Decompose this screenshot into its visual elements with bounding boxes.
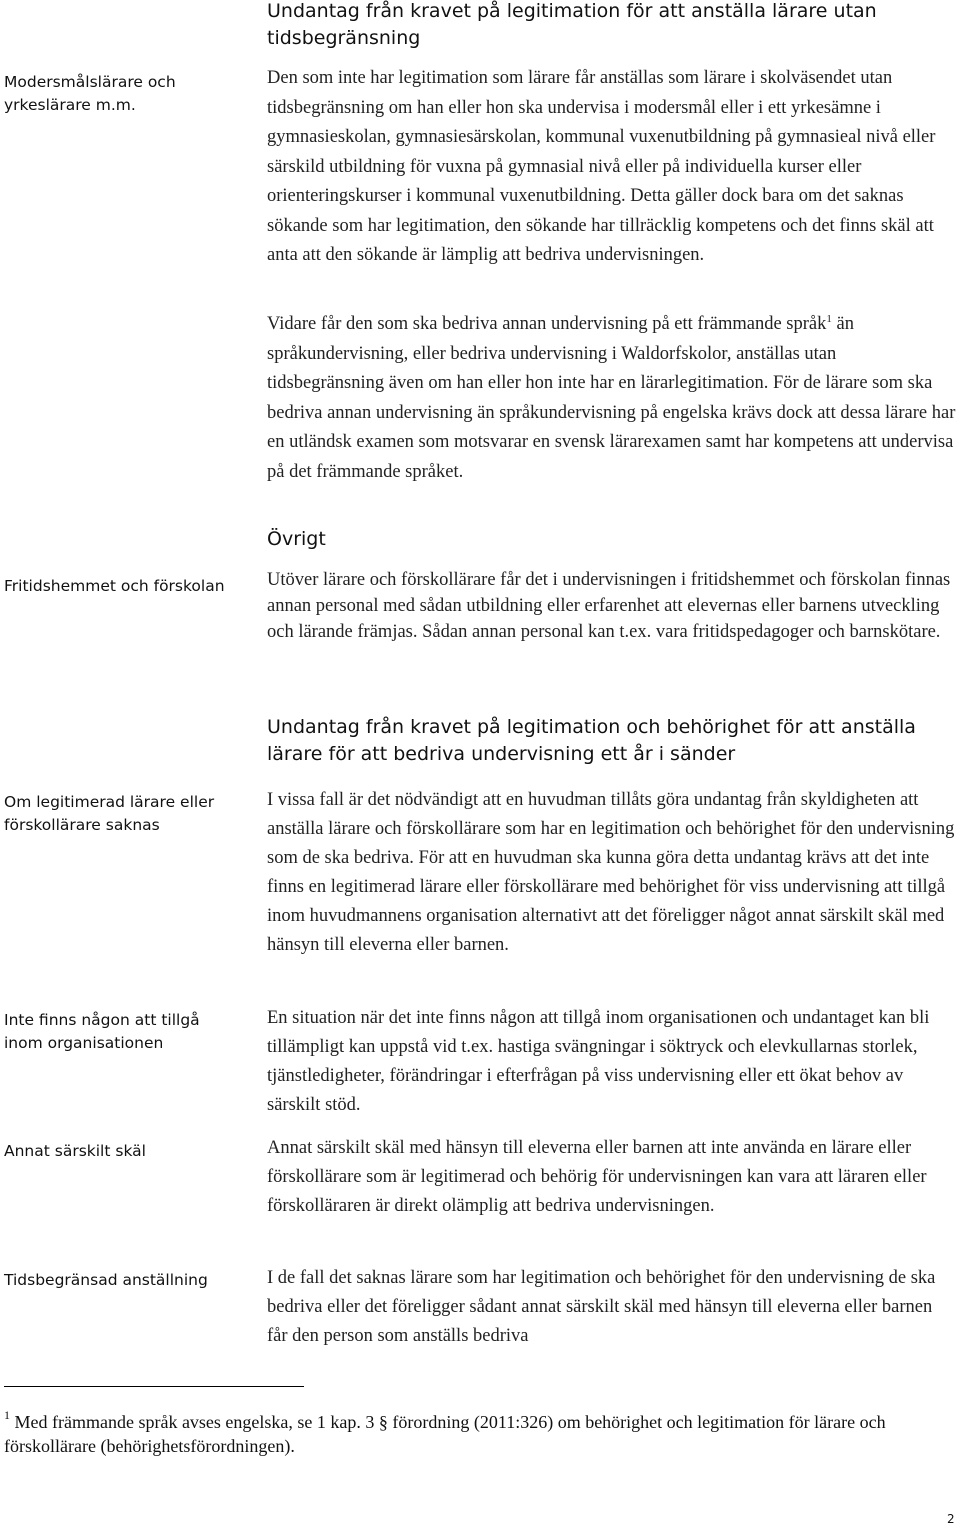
margin-label-fritidshemmet: Fritidshemmet och förskolan — [4, 577, 225, 595]
margin-label-tidsbegransad: Tidsbegränsad anställning — [4, 1271, 208, 1289]
paragraph-modersmal: Den som inte har legitimation som lärare får anställas som lärare i skolväsendet utan tidsbegränsning om han eller hon ska undervisa i modersmål eller i ett yrkesämne i gymnasieskolan, gymnasiesärskolan, kommunal vuxenutbildning på gymnasieal nivå eller särskild utbildning för vuxna på gymnasial nivå eller på individuella kurser eller orienteringskurser i kommunal vuxenutbildning. Detta gäller dock bara om det saknas sökande som har legitimation, den sökande har tillräcklig kompetens och det finns skäl att anta att den sökande är lämplig att bedriva undervisningen. — [267, 68, 936, 265]
paragraph-fritidshemmet: Utöver lärare och förskollärare får det i undervisningen i fritidshemmet och förskolan finnas annan personal med sådan utbildning eller erfarenhet att elevernas eller barnens utveckling och lärande främjas. Sådan annan personal kan t.ex. vara fritidspedagoger och barnskötare. — [267, 570, 951, 642]
margin-label-modersmal: Modersmålslärare och yrkeslärare m.m. — [4, 73, 176, 114]
section-heading-ovrigt: Övrigt — [267, 528, 326, 550]
paragraph-tidsbegransad: I de fall det saknas lärare som har legitimation och behörighet för den undervisning de ska bedriva eller det föreligger sådant annat särskilt skäl med hänsyn till eleverna eller barnen får den person som anställs bedriva — [267, 1268, 936, 1346]
footnote — [4, 1410, 954, 1458]
margin-label-inom-organisationen: Inte finns någon att tillgå inom organisationen — [4, 1011, 200, 1052]
paragraph-annat-skal: Annat särskilt skäl med hänsyn till eleverna eller barnen att inte använda en lärare eller förskollärare som är legitimerad och behörig för undervisningen kan vara att läraren eller förskolläraren är direkt olämplig att bedriva undervisningen. — [267, 1138, 927, 1216]
paragraph-inom-organisationen: En situation när det inte finns någon att tillgå inom organisationen och undantaget kan bli tillämpligt kan uppstå vid t.ex. hastiga svängningar i söktryck och elevkullarnas storlek, tjänstledigheter, förändringar i efterfrågan på viss undervisning eller ett ökat behov av särskilt stöd. — [267, 1008, 930, 1115]
section-heading-ett-ar-i-sander: Undantag från kravet på legitimation och behörighet för att anställa lärare för att bedriva undervisning ett år i sänder — [267, 716, 916, 765]
page-number: 2 — [947, 1512, 955, 1526]
footnote-divider — [4, 1386, 304, 1387]
paragraph-framande-sprak-end: än språkundervisning, eller bedriva undervisning i Waldorfskolor, anställas utan tidsbegränsning även om han eller hon inte har en lärarlegitimation. För de lärare som ska bedriva annan undervisning än språkundervisning på engelska krävs dock att dessa lärare har en utländsk examen som motsvarar en svensk lärarexamen samt har kompetens att undervisa på det främmande språket. — [267, 314, 956, 482]
footnote-reference: 1 — [826, 312, 832, 325]
footnote-marker: 1 — [4, 1408, 10, 1422]
section-heading-legitimation: Undantag från kravet på legitimation för att anställa lärare utan tidsbegränsning — [267, 0, 877, 49]
paragraph-framande-sprak-start: Vidare får den som ska bedriva annan undervisning på ett främmande språk — [267, 314, 827, 334]
paragraph-legitimerad-saknas: I vissa fall är det nödvändigt att en huvudman tillåts göra undantag från skyldigheten att anställa lärare och förskollärare som har en legitimation och behörighet för den undervisning som de ska bedriva. För att en huvudman ska kunna göra detta undantag krävs att det inte finns en legitimerad lärare eller förskollärare med behörighet för viss undervisning att tillgå inom huvudmannens organisation alternativt att det föreligger något annat särskilt skäl med hänsyn till eleverna eller barnen. — [267, 790, 955, 955]
paragraph-framande-sprak — [267, 310, 957, 487]
margin-label-annat-skal: Annat särskilt skäl — [4, 1142, 146, 1160]
footnote-text: Med främmande språk avses engelska, se 1 kap. 3 § förordning (2011:326) om behörighet och legitimation för lärare och förskollärare (behörighetsförordningen). — [4, 1412, 886, 1456]
margin-label-legitimerad-saknas: Om legitimerad lärare eller förskollärare saknas — [4, 793, 215, 834]
